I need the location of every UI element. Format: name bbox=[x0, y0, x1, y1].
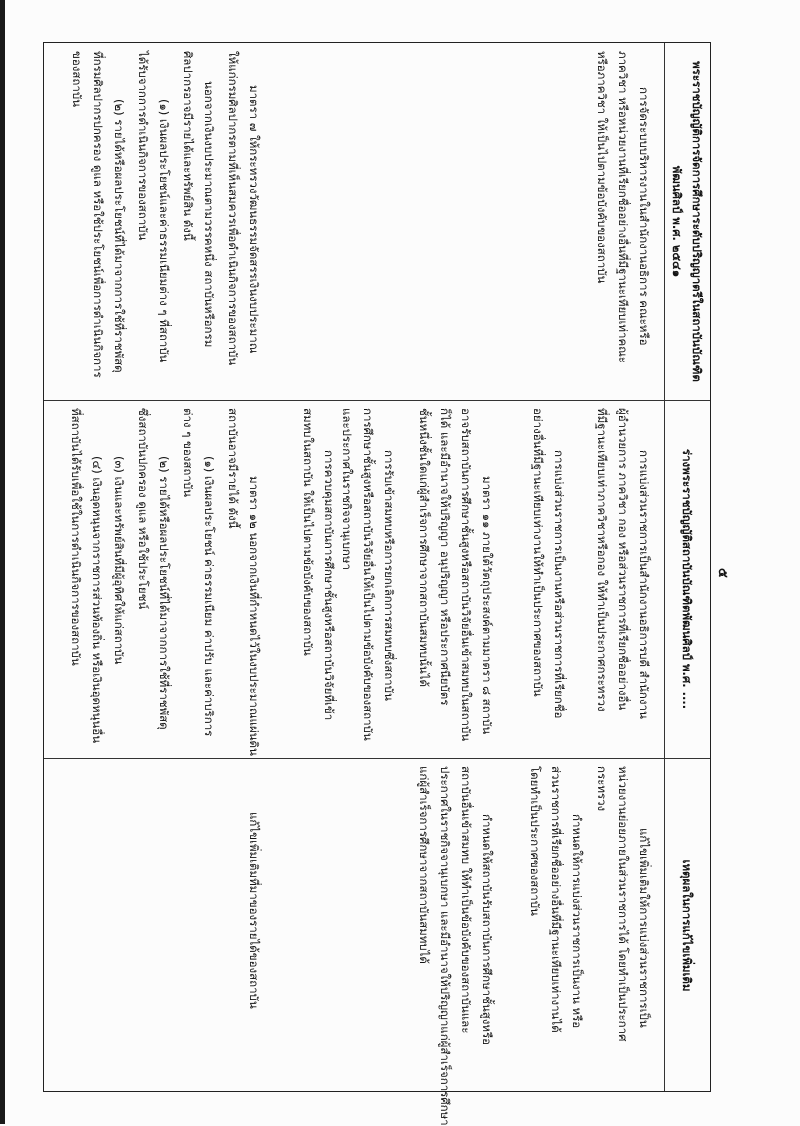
draft-act-text-line: (๑) เงินผลประโยชน์ ค่าธรรมเนียม ค่าปรับ และค่าบริการ bbox=[202, 456, 216, 737]
draft-act-text-line: ที่สถาบันได้รับเพื่อใช้ในการดำเนินกิจการของสถาบัน bbox=[69, 408, 83, 666]
amendment-reason-text-line: ประกาศในราชกิจจานุเบกษา และมีอำนาจให้ปริญญาแก่ผู้สำเร็จการศึกษา bbox=[438, 766, 452, 1126]
draft-act-text-line: ที่มีฐานะเทียบเท่าภาควิชาหรือกอง ให้ทำเป็นประกาศกระทรวง bbox=[595, 408, 609, 712]
current-act-text-line: ได้รับจากการดำเนินกิจการของสถาบัน bbox=[136, 51, 150, 241]
draft-act-text-line: (๓) เงินและทรัพย์สินที่มีผู้อุทิศให้แก่สถาบัน bbox=[112, 456, 126, 665]
amendment-reason-text-line: กำหนดให้การแบ่งส่วนราชการเป็นงาน หรือ bbox=[570, 814, 584, 1029]
draft-act-text-line: (๔) เงินอุดหนุนจากราชการส่วนท้องถิ่น หรือเงินอุดหนุนอื่น bbox=[90, 456, 104, 744]
draft-act-text-line: มาตรา ๑๑ ภายใต้วัตถุประสงค์ตามมาตรา ๘ สถาบัน bbox=[480, 476, 494, 735]
draft-act-text-line: การควบคุมสถาบันการศึกษาชั้นสูงหรือสถาบันวิจัยที่เข้า bbox=[322, 450, 336, 721]
amendment-reason-text-line: แก้ไขเพิ่มเติมให้การแบ่งส่วนราชการเป็น bbox=[637, 828, 651, 1028]
header-current-act bbox=[665, 43, 710, 400]
header-line: เหตุผลในการแก้ไขเพิ่มเติม bbox=[680, 859, 695, 992]
draft-act-text-line: ชั้นหนึ่งชั้นใดแก่ผู้สำเร็จการศึกษาจากสถาบันสมทบนั้นได้ bbox=[417, 408, 431, 688]
amendment-reason-text-line: สถาบันอื่นเข้าสมทบ ให้ทำเป็นข้อบังคับของสถาบันและ bbox=[459, 766, 473, 1034]
current-act-text-line: (๒) รายได้หรือผลประโยชน์ที่ได้มาจากการใช้ที่ราชพัสดุ bbox=[112, 99, 126, 373]
comparison-table bbox=[43, 42, 711, 1126]
current-act-text-line: (๑) เงินผลประโยชน์และค่าธรรมเนียมต่าง ๆ ที่สถาบัน bbox=[157, 99, 171, 363]
current-act-text-line: มาตรา ๗ ให้กระทรวงวัฒนธรรมจัดสรรเงินงบประมาณ bbox=[247, 85, 261, 354]
draft-act-text-line: การรับเข้าสมทบหรือการยกเลิกการสมทบซึ่งสถาบัน bbox=[382, 450, 396, 701]
column-divider bbox=[44, 758, 710, 759]
amendment-reason-text-line: แก้ไขเพิ่มเติมที่มาของรายได้ของสถาบัน bbox=[247, 812, 261, 1009]
amendment-reason-text-line: กำหนดให้สถาบันรับสถาบันการศึกษาชั้นสูงหรือ bbox=[480, 814, 494, 1046]
header-amendment-reason bbox=[665, 758, 710, 1093]
header-line: พระราชบัญญัติการจัดการศึกษาระดับปริญญาตรีในสถาบันบัณฑิต bbox=[690, 61, 705, 382]
draft-act-text-line: การแบ่งส่วนราชการเป็นสำนักงานอธิการบดี สำนักงาน bbox=[637, 450, 651, 719]
draft-act-text-line: การแบ่งส่วนราชการเป็นงานหรือส่วนราชการที่เรียกชื่อ bbox=[552, 450, 566, 719]
draft-act-text-line: (๒) รายได้หรือผลประโยชน์ที่ได้มาจากการใช้ที่ราชพัสดุ bbox=[157, 456, 171, 730]
column-divider bbox=[44, 400, 710, 401]
current-act-text-line: ให้แก่กรมศิลปากรตามที่เห็นสมควรเพื่อดำเนินกิจการของสถาบัน bbox=[226, 51, 240, 366]
amendment-reason-text-line: แก่ผู้สำเร็จการศึกษาจากสถาบันสมทบได้ bbox=[417, 766, 431, 964]
current-act-text-line: การจัดระบบบริหารงานในสำนักงานอธิการ คณะหรือ bbox=[637, 87, 651, 346]
page-number: ๕ bbox=[715, 568, 730, 578]
current-act-text-line: นอกจากเงินงบประมาณตามวรรคหนึ่ง สถาบันหรือกรม bbox=[202, 81, 216, 348]
draft-act-text-line: การศึกษาชั้นสูงหรือสถาบันวิจัยอื่นให้เป็นไปตามข้อบังคับของสถาบัน bbox=[361, 408, 375, 741]
header-line: ร่างพระราชบัญญัติสถาบันบัณฑิตพัฒนศิลป์ พ.ศ. .... bbox=[680, 448, 695, 710]
draft-act-text-line: สถาบันอาจมีรายได้ ดังนี้ bbox=[226, 408, 240, 529]
current-act-text-line: ของสถาบัน bbox=[70, 51, 84, 107]
draft-act-text-line: ผู้อำนวยการ ภาควิชา กอง หรือส่วนราชการที่เรียกชื่ออย่างอื่น bbox=[616, 408, 630, 711]
amendment-reason-text-line: หน่วยงานย่อยภายในส่วนราชการได้ โดยทำเป็นประกาศ bbox=[616, 766, 630, 1042]
draft-act-text-line: ซึ่งสถาบันปกครอง ดูแล หรือใช้ประโยชน์ bbox=[136, 408, 150, 610]
amendment-reason-text-line: กระทรวง bbox=[595, 766, 609, 812]
amendment-reason-text-line: ส่วนราชการที่เรียกชื่ออย่างอื่นที่มีฐานะเทียบเท่างานได้ bbox=[549, 766, 563, 1033]
current-act-text-line: ภาควิชา หรือหน่วยงานที่เรียกชื่ออย่างอื่นที่มีฐานะเทียบเท่าคณะ bbox=[616, 51, 630, 363]
current-act-text-line: ศิลปากรอาจมีรายได้และทรัพย์สิน ดังนี้ bbox=[181, 51, 195, 241]
draft-act-text-line: มาตรา ๑๒ นอกจากเงินที่กำหนดไว้ในงบประมาณแผ่นดิน bbox=[247, 476, 261, 756]
draft-act-text-line: ต่าง ๆ ของสถาบัน bbox=[181, 408, 195, 498]
header-line: พัฒนศิลป์ พ.ศ. ๒๕๔๑ bbox=[670, 165, 685, 278]
current-act-text-line: หรือภาควิชา ให้เป็นไปตามข้อบังคับของสถาบัน bbox=[595, 51, 609, 284]
header-draft-act bbox=[665, 400, 710, 758]
draft-act-text-line: อาจรับสถาบันการศึกษาชั้นสูงหรือสถาบันวิจัยอื่นเข้าสมทบในสถาบัน bbox=[459, 408, 473, 742]
draft-act-text-line: สมทบในสถาบัน ให้เป็นไปตามข้อบังคับของสถาบัน bbox=[301, 408, 315, 656]
draft-act-text-line: อย่างอื่นที่มีฐานะเทียบเท่างานให้ทำเป็นประกาศของสถาบัน bbox=[531, 408, 545, 697]
current-act-text-line: ที่กรมศิลปากรปกครอง ดูแล หรือใช้ประโยชน์เพื่อการดำเนินกิจการ bbox=[91, 51, 105, 378]
amendment-reason-text-line: โดยทำเป็นประกาศของสถาบัน bbox=[528, 766, 542, 916]
draft-act-text-line: และประกาศในราชกิจจานุเบกษา bbox=[340, 408, 354, 570]
draft-act-text-line: ก็ได้ และมีอำนาจให้ปริญญา อนุปริญญา หรือประกาศนียบัตร bbox=[438, 408, 452, 706]
